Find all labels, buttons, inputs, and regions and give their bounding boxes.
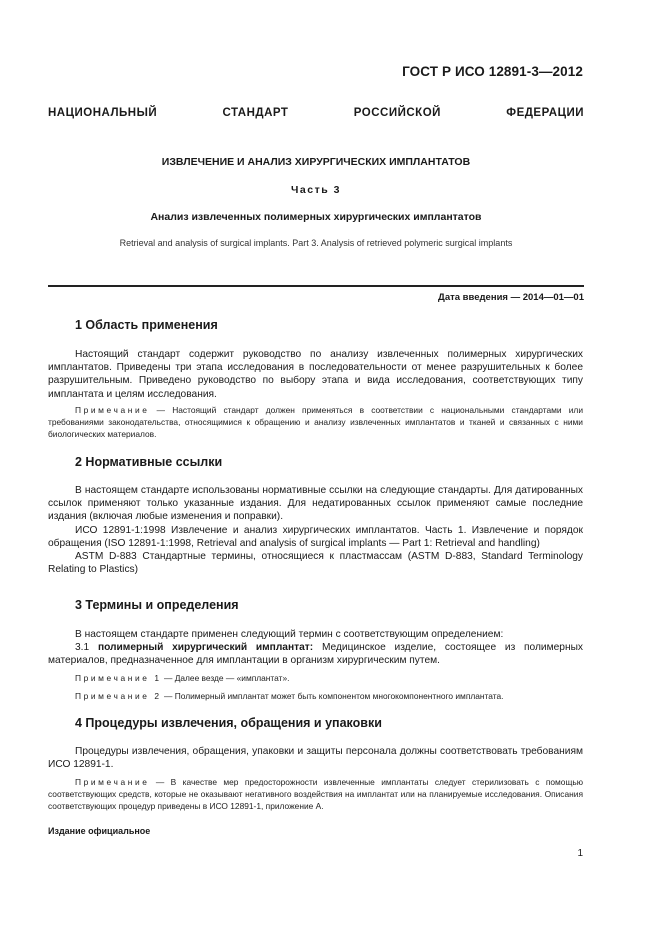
term-name: полимерный хирургический имплантат: (97, 642, 314, 654)
term-definition (48, 641, 583, 667)
introduction-date: Дата введения — 2014—01—01 (438, 292, 584, 303)
term-text: Медицинское изделие, состоящее из полимерных материалов, предназначенное для имплантации в организм хирургическим путем. (48, 642, 584, 667)
section-3-paragraph: В настоящем стандарте применен следующий термин с соответствующим определением: (75, 629, 504, 640)
official-edition-label: Издание официальное (48, 826, 151, 836)
section-2-body (48, 484, 583, 576)
part-label: Часть 3 (291, 184, 341, 196)
note-label: Примечание (75, 777, 150, 787)
section-4-paragraph: Процедуры извлечения, обращения, упаковки и защиты персонала должны соответствовать требованиям ИСО 12891-1. (48, 746, 583, 771)
note-text: — Далее везде — «имплантат». (161, 673, 290, 683)
section-3-body (48, 628, 583, 668)
term-number: 3.1 (75, 642, 98, 654)
english-title: Retrieval and analysis of surgical implants. Part 3. Analysis of retrieved polymeric surgical implants (119, 238, 513, 248)
section-3-note-2 (48, 690, 583, 702)
header-divider (48, 285, 584, 287)
section-2-reference-iso: ИСО 12891-1:1998 Извлечение и анализ хирургических имплантатов. Часть 1. Извлечение и порядок обращения (ISO 12891-1:1998, Retrieval and analysis of surgical implants — Part 1: Retrieval and handling) (48, 524, 583, 549)
national-standard-heading: НАЦИОНАЛЬНЫЙ СТАНДАРТ РОССИЙСКОЙ ФЕДЕРАЦИИ (48, 107, 584, 119)
section-1-paragraph: Настоящий стандарт содержит руководство по анализу извлеченных полимерных хирургических имплантатов. Приведены три этапа исследования в последовательности от менее разрушительных к более разрушительным. Приведено руководство по выбору этапа и вида исследования, соответствующих типу имплантата и целям исследования. (48, 349, 583, 400)
note-label: Примечание 1 (75, 673, 162, 683)
section-3-heading: 3 Термины и определения (75, 598, 239, 612)
note-text: — Настоящий стандарт должен применяться в соответствии с национальными стандартами или требованиями законодательства, относящимися к обращению и анализу извлеченных имплантатов и тканей и связанных с ними биологических материалов. (48, 405, 583, 439)
section-2-heading: 2 Нормативные ссылки (75, 455, 223, 469)
section-1-body (48, 348, 583, 401)
section-4-heading: 4 Процедуры извлечения, обращения и упаковки (75, 716, 382, 730)
document-code: ГОСТ Р ИСО 12891-3—2012 (402, 64, 583, 79)
document-subtitle: Анализ извлеченных полимерных хирургических имплантатов (150, 211, 482, 223)
section-3-note-1 (48, 672, 583, 684)
section-2-paragraph-1: В настоящем стандарте использованы нормативные ссылки на следующие стандарты. Для датированных ссылок применяют только указанные издания. Для недатированных ссылок применяют самые последние издания (включая любые изменения и поправки). (48, 485, 583, 523)
section-2-reference-astm: ASTM D-883 Стандартные термины, относящиеся к пластмассам (ASTM D-883, Standard Terminology Relating to Plastics) (48, 551, 583, 576)
note-label: Примечание (75, 405, 150, 415)
note-label: Примечание 2 (75, 691, 162, 701)
document-title: ИЗВЛЕЧЕНИЕ И АНАЛИЗ ХИРУРГИЧЕСКИХ ИМПЛАНТАТОВ (161, 156, 471, 168)
section-1-heading: 1 Область применения (75, 318, 218, 332)
note-text: — Полимерный имплантат может быть компонентом многокомпонентного имплантата. (161, 691, 504, 701)
page-number: 1 (577, 848, 583, 859)
section-4-body (48, 745, 583, 771)
section-1-note (48, 404, 583, 440)
section-4-note (48, 776, 583, 812)
note-text: — В качестве мер предосторожности извлеченные имплантаты следует стерилизовать с помощью соответствующих средств, которые не оказывают негативного воздействия на имплантат или на планируемые исследования. Описания соответствующих процедур приведены в ИСО 12891-1, приложение А. (48, 777, 583, 811)
